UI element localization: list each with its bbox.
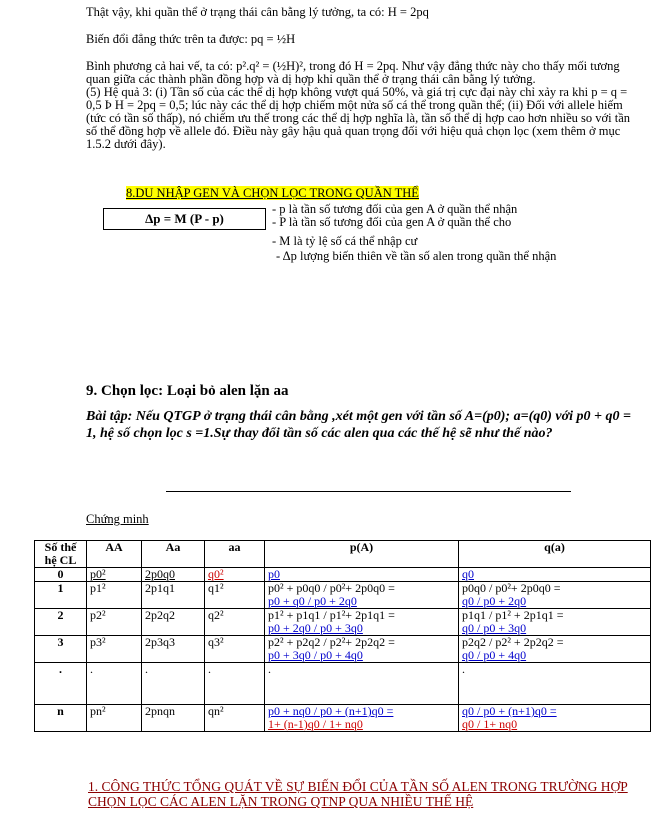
header-pA: p(A) — [265, 541, 459, 568]
table-row: 0 p0² 2p0q0 q0² p0 q0 — [35, 568, 651, 582]
para-corollary-3: (5) Hệ quả 3: (i) Tần số của các thể dị hợp không vượt quá 50%, và giá trị cực đại này chỉ xảy ra khi p = q = 0,5 Þ H = 2pq = 0,5; lúc này các thể dị hợp chiếm một nửa số cá thể trong quần thể; (ii) Đối với allele hiếm (tức có tần số thấp), nó chiếm ưu thế trong các thể dị hợp nghĩa là, tần số thể dị hợp cao hơn nhiều so với tần số thể đồng hợp về allele đó. Điều này gây hậu quả quan trọng đối với hiệu quả chọn lọc (xem thêm ở mục 1.5.2 dưới đây). — [86, 85, 631, 151]
exercise-text: Bài tập: Nếu QTGP ở trạng thái cân bằng ,xét một gen với tần số A=(p0); a=(q0) với p0 + q0 = 1, hệ số chọn lọc s =1.Sự thay đổi tần số các alen qua các thế hệ sẽ như thế nào? — [86, 409, 631, 441]
header-Aa: Aa — [142, 541, 205, 568]
footer-heading: 1. CÔNG THỨC TỔNG QUÁT VỀ SỰ BIẾN ĐỔI CỦA TẦN SỐ ALEN TRONG TRƯỜNG HỢP CHỌN LỌC CÁC ALEN LẶN TRONG QTNP QUA NHIỀU THẾ HỆ — [88, 779, 628, 809]
header-AA: AA — [87, 541, 142, 568]
migration-formula: Δp = M (P - p) — [103, 208, 266, 230]
section-9-heading: 9. Chọn lọc: Loại bỏ alen lặn aa — [86, 383, 289, 399]
table-row: 1 p1² 2p1q1 q1² p0² + p0q0 / p0²+ 2p0q0 = p0 + q0 / p0 + 2q0 p0q0 / p0²+ 2p0q0 = q0 / p0 + 2q0 — [35, 582, 651, 609]
selection-table — [34, 540, 651, 732]
table-row: . . . . . . — [35, 663, 651, 705]
def-P: - P là tần số tương đối của gen A ở quần thể cho — [272, 215, 512, 229]
table-row: n pn² 2pnqn qn² p0 + nq0 / p0 + (n+1)q0 = 1+ (n-1)q0 / 1+ nq0 q0 / p0 + (n+1)q0 = q0 / 1+ nq0 — [35, 705, 651, 732]
header-generation: Số thế hệ CL — [35, 541, 87, 568]
table-row: 2 p2² 2p2q2 q2² p1² + p1q1 / p1²+ 2p1q1 = p0 + 2q0 / p0 + 3q0 p1q1 / p1² + 2p1q1 = q0 / p0 + 3q0 — [35, 609, 651, 636]
header-aa: aa — [205, 541, 265, 568]
para-square: Bình phương cả hai vế, ta có: p².q² = (½H)², trong đó H = 2pq. Như vậy đẳng thức này cho thấy mối tương quan giữa các thành phần đồng hợp và dị hợp khi quần thể ở trạng thái cân bằng lý tưởng. — [86, 59, 620, 86]
def-delta-p: - Δp lượng biến thiên về tần số alen trong quần thể nhận — [276, 249, 557, 263]
def-M: - M là tỷ lệ số cá thể nhập cư — [272, 234, 418, 248]
section-8-heading: 8.DU NHẬP GEN VÀ CHỌN LỌC TRONG QUẦN THỂ — [126, 186, 419, 200]
para-transform: Biến đổi đẳng thức trên ta được: pq = ½H — [86, 32, 296, 46]
proof-label: Chứng minh — [86, 512, 149, 526]
header-qa: q(a) — [459, 541, 651, 568]
para-equilibrium: Thật vậy, khi quần thể ở trạng thái cân bằng lý tưởng, ta có: H = 2pq — [86, 5, 429, 19]
table-row: 3 p3² 2p3q3 q3² p2² + p2q2 / p2²+ 2p2q2 = p0 + 3q0 / p0 + 4q0 p2q2 / p2² + 2p2q2 = q0 / p0 + 4q0 — [35, 636, 651, 663]
def-p: - p là tần số tương đối của gen A ở quần thể nhận — [272, 202, 518, 216]
divider-line — [166, 491, 571, 492]
